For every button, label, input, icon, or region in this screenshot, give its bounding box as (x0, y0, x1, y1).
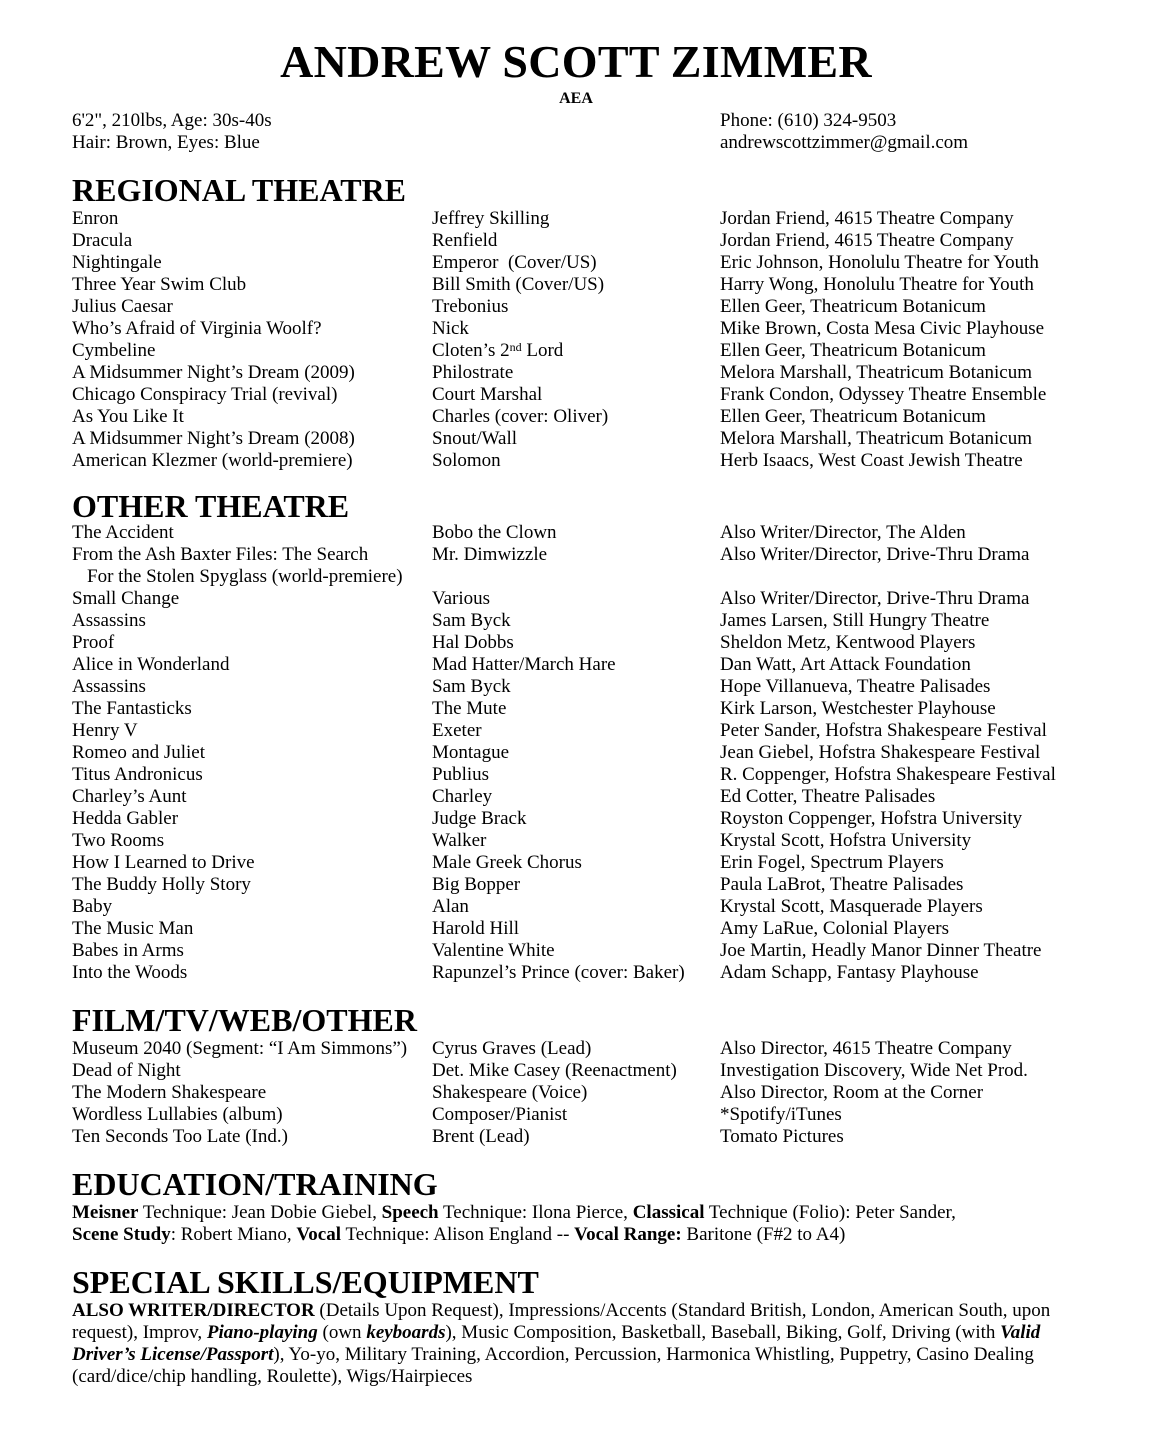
credit-row (0, 852, 1152, 874)
production-title: The Accident (72, 522, 174, 543)
production-title: From the Ash Baxter Files: The Search (72, 544, 369, 565)
actor-name: ANDREW SCOTT ZIMMER (280, 36, 872, 87)
other-theatre-heading: OTHER THEATRE (72, 488, 350, 524)
credit-row (0, 1126, 1152, 1148)
role: Montague (432, 742, 510, 763)
director-company: Also Director, 4615 Theatre Company (720, 1038, 1012, 1059)
role: Composer/Pianist (432, 1104, 568, 1125)
director-company: Jordan Friend, 4615 Theatre Company (720, 230, 1014, 251)
education-line-1: Meisner Technique: Jean Dobie Giebel, Speech Technique: Ilona Pierce, Classical Technique (Folio): Peter Sander, (72, 1202, 956, 1223)
director-company: Krystal Scott, Masquerade Players (720, 896, 983, 917)
director-company: Also Writer/Director, Drive-Thru Drama (720, 588, 1030, 609)
credit-row (0, 522, 1152, 544)
production-title: Assassins (72, 610, 146, 631)
credit-row (0, 786, 1152, 808)
production-title: The Music Man (72, 918, 194, 939)
phone: Phone: (610) 324-9503 (720, 110, 897, 131)
director-company: Krystal Scott, Hofstra University (720, 830, 972, 851)
role: Solomon (432, 450, 501, 471)
role: Hal Dobbs (432, 632, 514, 653)
credit-row (0, 808, 1152, 830)
director-company: Ellen Geer, Theatricum Botanicum (720, 406, 986, 427)
production-title: The Fantasticks (72, 698, 192, 719)
email: andrewscottzimmer@gmail.com (720, 132, 969, 153)
role: Shakespeare (Voice) (432, 1082, 588, 1103)
director-company: Melora Marshall, Theatricum Botanicum (720, 428, 1033, 449)
education-heading: EDUCATION/TRAINING (72, 1166, 438, 1202)
physical-stats: 6'2", 210lbs, Age: 30s-40s (72, 110, 272, 131)
director-company: Erin Fogel, Spectrum Players (720, 852, 944, 873)
credit-row (0, 230, 1152, 252)
director-company: Ed Cotter, Theatre Palisades (720, 786, 936, 807)
credit-row (0, 450, 1152, 472)
director-company: Frank Condon, Odyssey Theatre Ensemble (720, 384, 1047, 405)
role: Male Greek Chorus (432, 852, 582, 873)
director-company: Royston Coppenger, Hofstra University (720, 808, 1023, 829)
credit-row (0, 384, 1152, 406)
credit-row (0, 764, 1152, 786)
role: Court Marshal (432, 384, 543, 405)
role: Charles (cover: Oliver) (432, 406, 609, 427)
role: Rapunzel’s Prince (cover: Baker) (432, 962, 685, 983)
production-title: Dead of Night (72, 1060, 181, 1081)
production-title: Assassins (72, 676, 146, 697)
role: Cyrus Graves (Lead) (432, 1038, 592, 1059)
role: Jeffrey Skilling (432, 208, 550, 229)
role: Exeter (432, 720, 482, 741)
production-title: Wordless Lullabies (album) (72, 1104, 283, 1125)
director-company: *Spotify/iTunes (720, 1104, 842, 1125)
director-company: R. Coppenger, Hofstra Shakespeare Festival (720, 764, 1056, 785)
production-title: Babes in Arms (72, 940, 184, 961)
director-company: Joe Martin, Headly Manor Dinner Theatre (720, 940, 1042, 961)
role: The Mute (432, 698, 507, 719)
role: Bobo the Clown (432, 522, 557, 543)
director-company: Melora Marshall, Theatricum Botanicum (720, 362, 1033, 383)
film-tv-heading: FILM/TV/WEB/OTHER (72, 1002, 417, 1038)
director-company: Also Director, Room at the Corner (720, 1082, 984, 1103)
production-title: A Midsummer Night’s Dream (2008) (72, 428, 355, 449)
production-title: Ten Seconds Too Late (Ind.) (72, 1126, 288, 1147)
credit-row (0, 1082, 1152, 1104)
director-company: Adam Schapp, Fantasy Playhouse (720, 962, 979, 983)
credit-row (0, 1038, 1152, 1060)
production-title: Dracula (72, 230, 133, 251)
production-title: Enron (72, 208, 119, 229)
credit-row (0, 252, 1152, 274)
production-title: Into the Woods (72, 962, 188, 983)
film-tv-list (0, 1038, 1152, 1148)
credit-row (0, 610, 1152, 632)
production-title: Romeo and Juliet (72, 742, 205, 763)
skills-heading: SPECIAL SKILLS/EQUIPMENT (72, 1264, 539, 1300)
production-title: Proof (72, 632, 115, 653)
role: Snout/Wall (432, 428, 518, 449)
credit-row (0, 742, 1152, 764)
director-company: Ellen Geer, Theatricum Botanicum (720, 340, 986, 361)
credit-row (0, 698, 1152, 720)
skills-text: ALSO WRITER/DIRECTOR (Details Upon Request), Impressions/Accents (Standard British, London, American South, upon request), Improv, Piano-playing (own keyboards), Music Composition, Basketball, Baseball, Biking, Golf, Driving (with Valid Driver’s License/Passport), Yo-yo, Military Training, Accordion, Percussion, Harmonica Whistling, Puppetry, Casino Dealing (card/dice/chip handling, Roulette), Wigs/Hairpieces (72, 1300, 1051, 1387)
role: Trebonius (432, 296, 509, 317)
role: Sam Byck (432, 610, 511, 631)
director-company: Sheldon Metz, Kentwood Players (720, 632, 976, 653)
director-company: James Larsen, Still Hungry Theatre (720, 610, 990, 631)
credit-row (0, 830, 1152, 852)
credit-row (0, 544, 1152, 588)
director-company: Hope Villanueva, Theatre Palisades (720, 676, 991, 697)
production-title: The Buddy Holly Story (72, 874, 251, 895)
role: Nick (432, 318, 469, 339)
role: Harold Hill (432, 918, 520, 939)
production-title-continued: For the Stolen Spyglass (world-premiere) (87, 566, 403, 587)
role: Walker (432, 830, 487, 851)
production-title: A Midsummer Night’s Dream (2009) (72, 362, 355, 383)
director-company: Kirk Larson, Westchester Playhouse (720, 698, 996, 719)
production-title: American Klezmer (world-premiere) (72, 450, 353, 471)
credit-row (0, 654, 1152, 676)
education-text (72, 1202, 1072, 1246)
production-title: As You Like It (72, 406, 184, 427)
role: Det. Mike Casey (Reenactment) (432, 1060, 677, 1081)
credit-row (0, 362, 1152, 384)
role: Valentine White (432, 940, 555, 961)
credit-row (0, 720, 1152, 742)
production-title: Titus Andronicus (72, 764, 203, 785)
director-company: Mike Brown, Costa Mesa Civic Playhouse (720, 318, 1045, 339)
union-affiliation: AEA (559, 90, 593, 107)
production-title: Small Change (72, 588, 180, 609)
director-company: Paula LaBrot, Theatre Palisades (720, 874, 964, 895)
director-company: Investigation Discovery, Wide Net Prod. (720, 1060, 1028, 1081)
credit-row (0, 274, 1152, 296)
production-title: How I Learned to Drive (72, 852, 255, 873)
role: Charley (432, 786, 493, 807)
regional-theatre-list (0, 208, 1152, 472)
credit-row (0, 962, 1152, 984)
role: Alan (432, 896, 469, 917)
credit-row (0, 588, 1152, 610)
director-company: Amy LaRue, Colonial Players (720, 918, 950, 939)
production-title: Henry V (72, 720, 138, 741)
credit-row (0, 874, 1152, 896)
role: Various (432, 588, 491, 609)
credit-row (0, 340, 1152, 362)
credit-row (0, 296, 1152, 318)
director-company: Eric Johnson, Honolulu Theatre for Youth (720, 252, 1039, 273)
production-title: Alice in Wonderland (72, 654, 230, 675)
director-company: Harry Wong, Honolulu Theatre for Youth (720, 274, 1034, 295)
regional-theatre-heading: REGIONAL THEATRE (72, 172, 407, 208)
credit-row (0, 318, 1152, 340)
production-title: The Modern Shakespeare (72, 1082, 267, 1103)
production-title: Three Year Swim Club (72, 274, 247, 295)
role: Bill Smith (Cover/US) (432, 274, 605, 295)
production-title: Charley’s Aunt (72, 786, 187, 807)
credit-row (0, 632, 1152, 654)
credit-row (0, 896, 1152, 918)
director-company: Ellen Geer, Theatricum Botanicum (720, 296, 986, 317)
role: Publius (432, 764, 490, 785)
director-company: Jordan Friend, 4615 Theatre Company (720, 208, 1014, 229)
role: Renfield (432, 230, 498, 251)
production-title: Julius Caesar (72, 296, 173, 317)
role: Cloten’s 2nd Lord (432, 340, 564, 361)
director-company: Jean Giebel, Hofstra Shakespeare Festival (720, 742, 1041, 763)
director-company: Herb Isaacs, West Coast Jewish Theatre (720, 450, 1023, 471)
production-title: Two Rooms (72, 830, 165, 851)
credit-row (0, 940, 1152, 962)
role: Sam Byck (432, 676, 511, 697)
production-title: Museum 2040 (Segment: “I Am Simmons”) (72, 1038, 408, 1059)
director-company: Also Writer/Director, The Alden (720, 522, 966, 543)
credit-row (0, 676, 1152, 698)
credit-row (0, 208, 1152, 230)
credit-row (0, 918, 1152, 940)
director-company: Dan Watt, Art Attack Foundation (720, 654, 971, 675)
director-company: Tomato Pictures (720, 1126, 844, 1147)
role: Big Bopper (432, 874, 521, 895)
education-line-2: Scene Study: Robert Miano, Vocal Technique: Alison England -- Vocal Range: Baritone (F#2 to A4) (72, 1224, 846, 1245)
role: Judge Brack (432, 808, 527, 829)
role: Emperor (Cover/US) (432, 252, 597, 273)
credit-row (0, 1104, 1152, 1126)
credit-row (0, 406, 1152, 428)
production-title: Cymbeline (72, 340, 156, 361)
credit-row (0, 1060, 1152, 1082)
other-theatre-list (0, 522, 1152, 984)
credit-row (0, 428, 1152, 450)
production-title: Hedda Gabler (72, 808, 179, 829)
director-company: Also Writer/Director, Drive-Thru Drama (720, 544, 1030, 565)
hair-eyes: Hair: Brown, Eyes: Blue (72, 132, 260, 153)
production-title: Chicago Conspiracy Trial (revival) (72, 384, 338, 405)
role: Mad Hatter/March Hare (432, 654, 616, 675)
role: Mr. Dimwizzle (432, 544, 548, 565)
role: Philostrate (432, 362, 514, 383)
production-title: Baby (72, 896, 113, 917)
production-title: Who’s Afraid of Virginia Woolf? (72, 318, 322, 339)
director-company: Peter Sander, Hofstra Shakespeare Festival (720, 720, 1047, 741)
production-title: Nightingale (72, 252, 162, 273)
role: Brent (Lead) (432, 1126, 530, 1147)
